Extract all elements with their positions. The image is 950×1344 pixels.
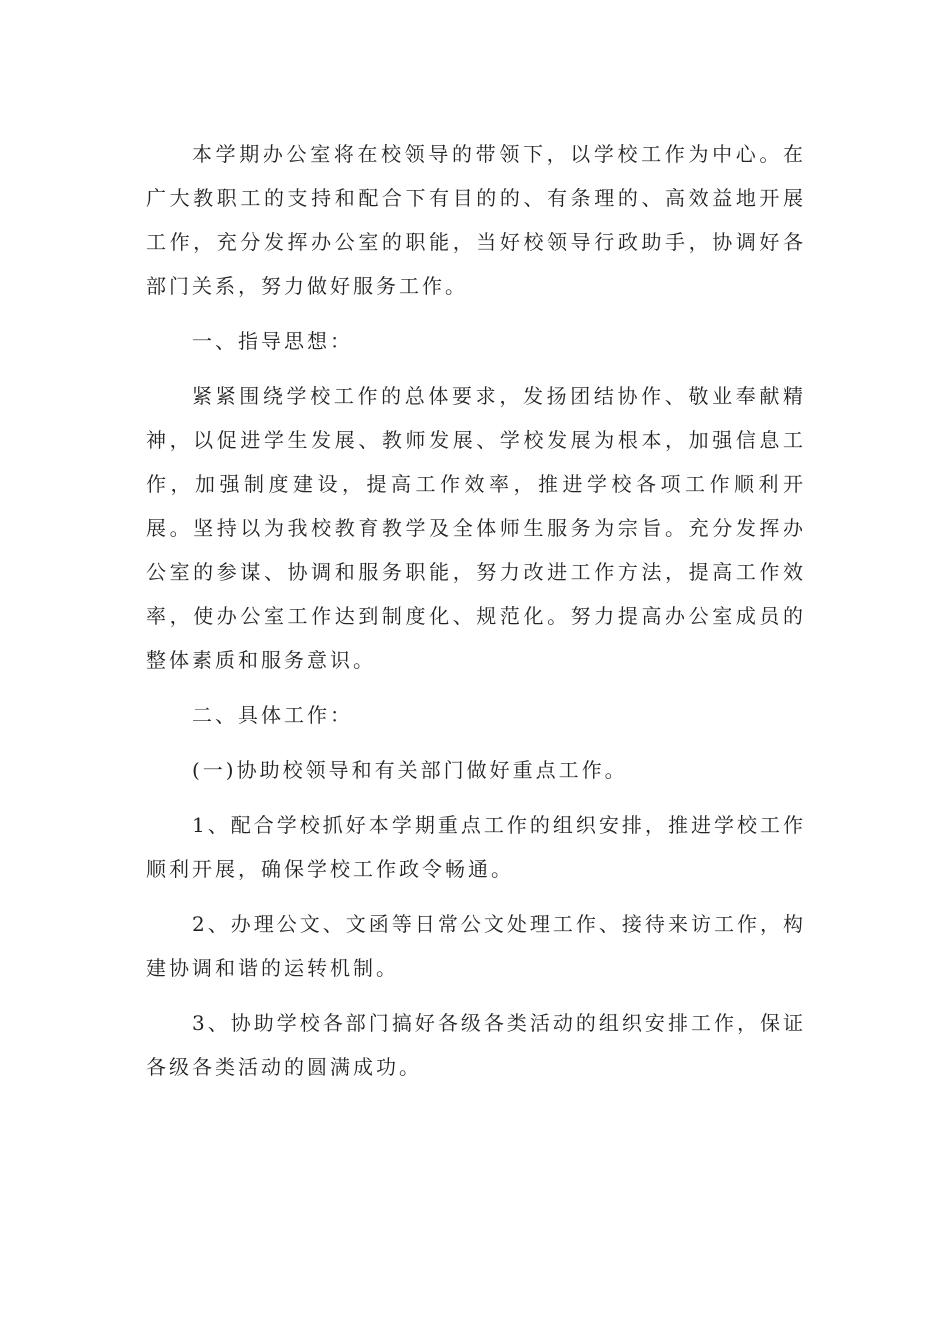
section-heading-specific-work: 二、具体工作： (192, 703, 353, 727)
guiding-ideology-paragraph: 紧紧围绕学校工作的总体要求，发扬团结协作、敬业奉献精神，以促进学生发展、教师发展、学校发展为根本，加强信息工作，加强制度建设，提高工作效率，推进学校各项工作顺利开展。坚持以为我校教育教学及全体师生服务为宗旨。充分发挥办公室的参谋、协调和服务职能，努力改进工作方法，提高工作效率，使办公室工作达到制度化、规范化。努力提高办公室成员的整体素质和服务意识。 (146, 384, 806, 672)
work-item-3: 3、协助学校各部门搞好各级各类活动的组织安排工作，保证各级各类活动的圆满成功。 (146, 1011, 806, 1079)
work-item-2: 2、办理公文、文函等日常公文处理工作、接待来访工作，构建协调和谐的运转机制。 (146, 912, 806, 980)
section-heading-guiding-ideology: 一、指导思想： (192, 329, 353, 353)
work-item-1: 1、配合学校抓好本学期重点工作的组织安排，推进学校工作顺利开展，确保学校工作政令畅通。 (146, 813, 806, 881)
document-body (146, 132, 806, 1089)
intro-paragraph: 本学期办公室将在校领导的带领下，以学校工作为中心。在广大教职工的支持和配合下有目的的、有条理的、高效益地开展工作，充分发挥办公室的职能，当好校领导行政助手，协调好各部门关系，努力做好服务工作。 (146, 142, 806, 298)
subsection-heading-1: (一)协助校领导和有关部门做好重点工作。 (192, 758, 628, 782)
